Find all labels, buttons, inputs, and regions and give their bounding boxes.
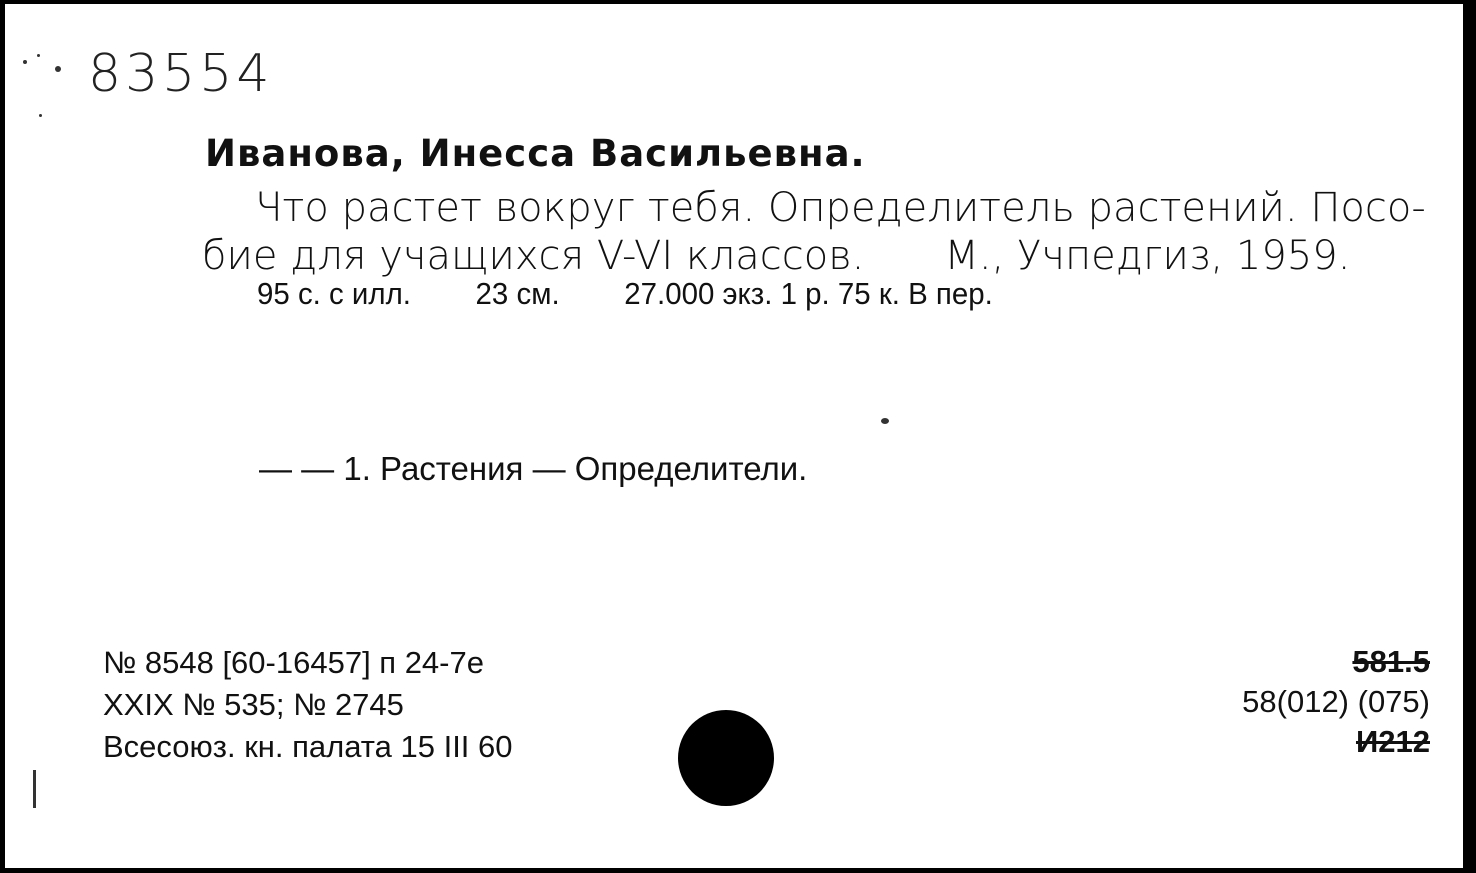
registration-line: № 8548 [60-16457] п 24-7е: [103, 645, 484, 680]
pages: 95 с. с илл.: [257, 276, 411, 311]
udc-code: 58(012) (075): [1242, 684, 1430, 719]
print-run-price: 27.000 экз. 1 р. 75 к. В пер.: [624, 276, 993, 311]
classification-codes: [1242, 642, 1430, 762]
ink-speck: [39, 114, 42, 117]
author-heading: Иванова, Инесса Васильевна.: [205, 132, 866, 175]
size: 23 см.: [475, 276, 560, 311]
title-line-1: Что растет вокруг тебя. Определитель растений. Посо-: [255, 185, 1426, 231]
title-block: [202, 184, 1426, 280]
struck-code: 581.5: [1352, 644, 1430, 679]
handwritten-number: 83554: [88, 44, 274, 104]
imprint: М., Учпедгиз, 1959.: [944, 233, 1351, 279]
punch-hole: [678, 710, 774, 806]
ink-speck: [55, 66, 61, 72]
author-mark: И212: [1355, 724, 1430, 759]
registration-block: [103, 642, 513, 768]
ink-speck: [881, 418, 889, 424]
title-continuation: бие для учащихся V-VI классов.: [202, 233, 865, 279]
catalog-card: [5, 4, 1463, 868]
ink-speck: [37, 54, 40, 57]
subject-heading: — — 1. Растения — Определители.: [259, 450, 808, 487]
ink-speck: [23, 60, 27, 64]
registration-line: XXIX № 535; № 2745: [103, 687, 404, 722]
margin-mark: [33, 770, 36, 808]
registration-line: Всесоюз. кн. палата 15 III 60: [103, 729, 513, 764]
collation-line: [257, 276, 993, 312]
title-line-2: [202, 232, 1426, 280]
